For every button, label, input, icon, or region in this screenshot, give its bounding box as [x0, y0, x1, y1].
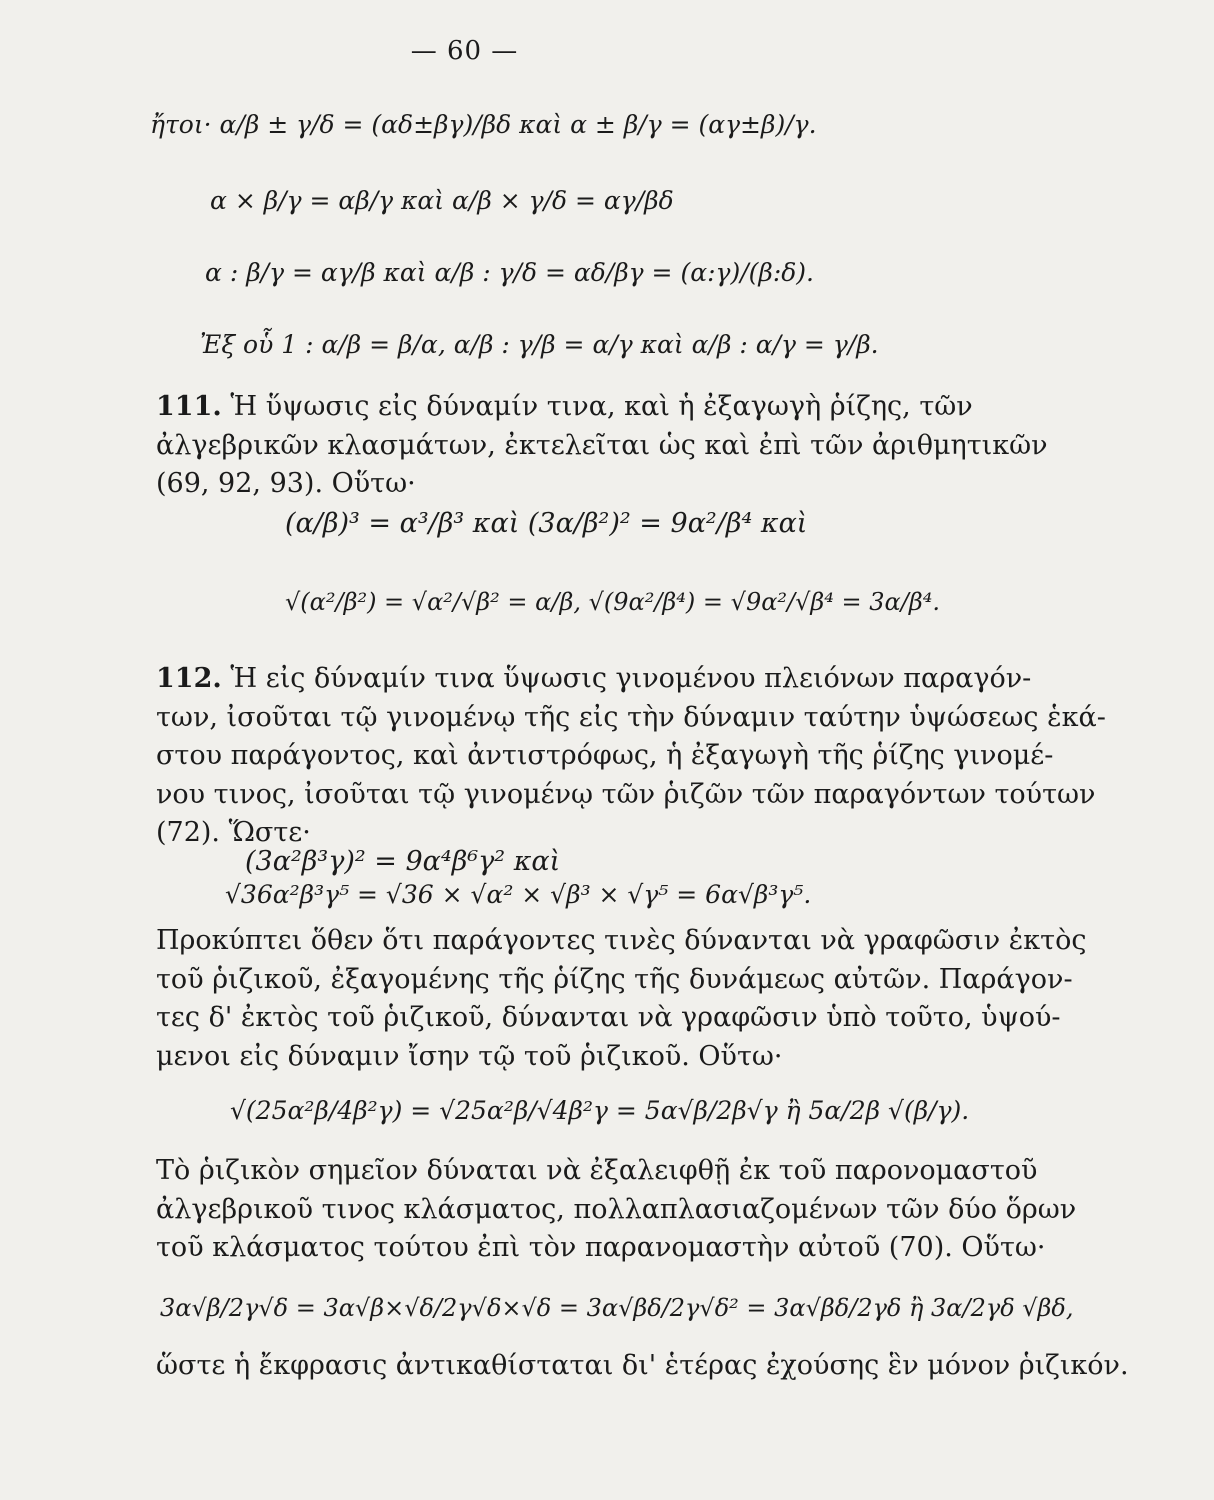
line-text: Ἡ εἰς δύναμίν τινα ὕψωσις γινομένου πλειόνων παραγόν- — [230, 663, 1032, 694]
page-number: — 60 — — [410, 36, 519, 66]
formula-fraction-addition: ἤτοι· α/β ± γ/δ = (αδ±βγ)/βδ καὶ α ± β/γ = (αγ±β)/γ. — [150, 110, 817, 139]
formula-fraction-multiplication: α × β/γ = αβ/γ καὶ α/β × γ/δ = αγ/βδ — [210, 186, 674, 215]
paragraph-line: στου παράγοντος, καὶ ἀντιστρόφως, ἡ ἐξαγωγὴ τῆς ῥίζης γινομέ- — [156, 740, 1054, 771]
formula-product-root: √36α²β³γ⁵ = √36 × √α² × √β³ × √γ⁵ = 6α√β³γ⁵. — [225, 880, 812, 909]
paragraph-line: τοῦ ῥιζικοῦ, ἐξαγομένης τῆς ῥίζης τῆς δυνάμεως αὐτῶν. Παράγον- — [156, 963, 1073, 995]
paragraph-line — [156, 660, 1032, 699]
closing-line — [156, 1347, 1129, 1386]
paragraph-line: (69, 92, 93). Οὕτω· — [156, 468, 416, 499]
paragraph-rationalize-denominator — [156, 1152, 1077, 1268]
paragraph-line — [156, 388, 973, 427]
paragraph-factors-outside-radical — [156, 922, 1087, 1076]
paragraph-line: Προκύπτει ὅθεν ὅτι παράγοντες τινὲς δύνανται νὰ γραφῶσιν ἐκτὸς — [156, 925, 1087, 956]
paragraph-line: τοῦ κλάσματος τούτου ἐπὶ τὸν παρανομαστὴν αὐτοῦ (70). Οὕτω· — [156, 1232, 1046, 1263]
section-number: 111. — [156, 391, 222, 422]
paragraph-line: (72). Ὥστε· — [156, 817, 311, 848]
paragraph-line: νου τινος, ἰσοῦται τῷ γινομένῳ τῶν ῥιζῶν τῶν παραγόντων τούτων — [156, 778, 1096, 810]
paragraph-line: ἀλγεβρικοῦ τινος κλάσματος, πολλαπλασιαζομένων τῶν δύο ὅρων — [156, 1193, 1077, 1225]
paragraph-line: ἀλγεβρικῶν κλασμάτων, ἐκτελεῖται ὡς καὶ ἐπὶ τῶν ἀριθμητικῶν — [156, 429, 1048, 461]
formula-reciprocal: Ἐξ οὗ 1 : α/β = β/α, α/β : γ/β = α/γ καὶ α/β : α/γ = γ/β. — [200, 330, 879, 359]
paragraph-line: τες δ' ἐκτὸς τοῦ ῥιζικοῦ, δύνανται νὰ γραφῶσιν ὑπὸ τοῦτο, ὑψού- — [156, 1002, 1061, 1033]
formula-roots: √(α²/β²) = √α²/√β² = α/β, √(9α²/β⁴) = √9α²/√β⁴ = 3α/β⁴. — [285, 588, 940, 616]
formula-radical-fraction: √(25α²β/4β²γ) = √25α²β/√4β²γ = 5α√β/2β√γ ἢ 5α/2β √(β/γ). — [230, 1096, 970, 1125]
paragraph-111 — [156, 388, 1048, 504]
paragraph-line: μενοι εἰς δύναμιν ἴσην τῷ τοῦ ῥιζικοῦ. Οὕτω· — [156, 1040, 783, 1072]
paragraph-line: των, ἰσοῦται τῷ γινομένῳ τῆς εἰς τὴν δύναμιν ταύτην ὑψώσεως ἑκά- — [156, 701, 1106, 733]
paragraph-112 — [156, 660, 1106, 853]
paragraph-line: ὥστε ἡ ἔκφρασις ἀντικαθίσταται δι' ἑτέρας ἐχούσης ἓν μόνον ῥιζικόν. — [156, 1350, 1129, 1381]
line-text: Ἡ ὕψωσις εἰς δύναμίν τινα, καὶ ἡ ἐξαγωγὴ ῥίζης, τῶν — [230, 391, 973, 422]
formula-rationalization: 3α√β/2γ√δ = 3α√β×√δ/2γ√δ×√δ = 3α√βδ/2γ√δ² = 3α√βδ/2γδ ἢ 3α/2γδ √βδ, — [160, 1294, 1074, 1322]
formula-powers: (α/β)³ = α³/β³ καὶ (3α/β²)² = 9α²/β⁴ καὶ — [285, 508, 808, 539]
formula-product-power: (3α²β³γ)² = 9α⁴β⁶γ² καὶ — [245, 846, 561, 877]
formula-fraction-division: α : β/γ = αγ/β καὶ α/β : γ/δ = αδ/βγ = (α:γ)/(β:δ). — [205, 258, 815, 287]
section-number: 112. — [156, 663, 222, 694]
paragraph-line: Τὸ ῥιζικὸν σημεῖον δύναται νὰ ἐξαλειφθῇ ἐκ τοῦ παρονομαστοῦ — [156, 1155, 1038, 1186]
